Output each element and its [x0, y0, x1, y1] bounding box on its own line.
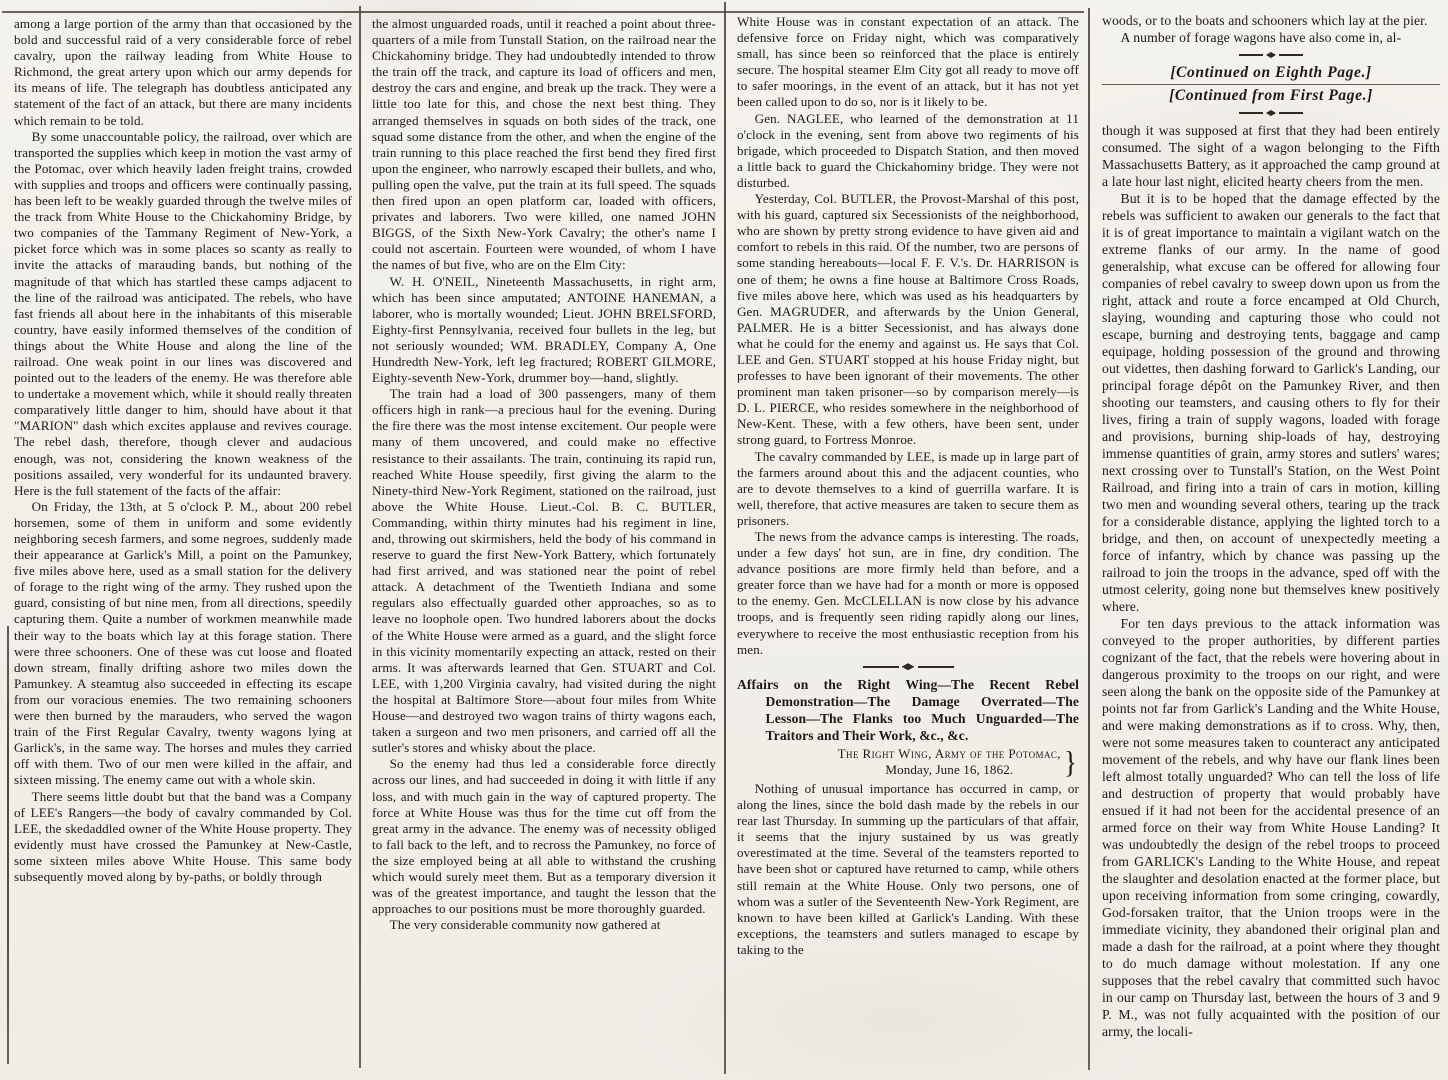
column-4 — [1102, 12, 1440, 1074]
ornament-bar — [1279, 112, 1303, 114]
dateline-brace: } — [1063, 744, 1077, 780]
paragraph: The cavalry commanded by LEE, is made up in large part of the farmers around about this and the adjacent counties, who are to devote themselves to a kind of guerrilla warfare. It is well, therefore, that active measures are taken to secure them as prisoners. — [737, 448, 1079, 528]
paragraph: woods, or to the boats and schooners which lay at the pier. — [1102, 13, 1428, 28]
article-headline: Affairs on the Right Wing—The Recent Rebel Demonstration—The Damage Overrated—The Lesson—The Flanks too Much Unguarded—The Traitors and Their Work, &c., &c. — [737, 676, 1079, 743]
continued-notice: [Continued on Eighth Page.] — [1170, 64, 1372, 81]
dateline-lines — [838, 746, 1061, 778]
horizontal-rule — [1102, 84, 1440, 85]
top-rule — [2, 11, 1084, 13]
column-divider-rule-2 — [724, 2, 726, 1074]
column-3 — [737, 14, 1079, 1074]
paragraph: the almost unguarded roads, until it reached a point about three-quarters of a mile from Tunstall Station, on the railroad near the Chickahominy bridge. They had undoubtedly intended to throw the train off the track, and capture its load of officers and men, destroy the cars and engine, and break up the track. They were a little too late for this, and chose the next best thing. They arranged themselves in squads on both sides of the track, one squad some distance from the other, and when the engine of the train running to this place reached the first bend they fired first upon the engineer, who narrowly escaped their bullets, and who, pulling open the valve, put the train at its full speed. The squads then fired upon an open platform car, loaded with officers, privates and laborers. Two were killed, one named JOHN BIGGS, of the Sixth New-York Cavalry; the other's name I could not ascertain. Fourteen were wounded, of whom I have the names of but five, who are on the Elm City: — [372, 16, 716, 273]
paragraph: among a large portion of the army than that occasioned by the bold and successful raid of a very considerable force of rebel cavalry, upon the railway leading from White House to Richmond, the great artery upon which our army depends for its means of life. The telegraph has doubtless anticipated any statement of the fact of an attack, but there are many incidents which remain to be told. — [14, 16, 352, 128]
ornament-bar — [1239, 112, 1263, 114]
dateline-date: Monday, June 16, 1862. — [885, 761, 1014, 777]
ornament-bar — [1279, 54, 1303, 56]
paragraph: But it is to be hoped that the damage effected by the rebels was sufficient to awaken our generals to the fact that it is of great importance to maintain a vigilant watch on the extreme flanks of our army. In the name of good generalship, what excuse can be offered for allowing four companies of rebel cavalry to sweep down upon us from the right, attack and route a force encamped at Old Church, slaying, wounding and capturing those who could not escape, burning and destroying tents, baggage and camp equipage, holding possession of the ground and throwing out videttes, then dashing forward to Garlick's Landing, our principal forage dépôt on the Pamunkey River, and then shooting our teamsters, and causing others to fly for their lives, firing a train of supply wagons, loaded with forage and provisions, burning ship-loads of hay, destroying immense quantities of grain, army stores and sutlers' wares; next crossing over to Tunstall's Station, on the West Point Railroad, and firing into a train of cars in motion, killing two men and wounding several others, tearing up the track for a considerable distance, applying the lighted torch to a bridge, and then, on account of unexpectedly meeting a force of infantry, which by chance was passing up the railroad to join the troops in the advance, sped off with the utmost celerity, going none but themselves knew positively where. — [1102, 191, 1440, 614]
ornament-bar — [863, 666, 899, 668]
paragraph: A number of forage wagons have also come in, al- — [1120, 30, 1402, 45]
paragraph: The very considerable community now gathered at — [389, 917, 661, 933]
dateline — [737, 746, 1077, 778]
column-1 — [14, 16, 352, 1072]
ornament-bar — [918, 666, 954, 668]
paragraph: White House was in constant expectation of an attack. The defensive force on Friday night, which was comparatively small, has since been so reinforced that the place is entirely secure. The hospital steamer Elm City got all ready to move off to safer moorings, in the event of an attack, but it has not yet been called upon to do so, nor is it likely to be. — [737, 14, 1079, 110]
paragraph: Nothing of unusual importance has occurred in camp, or along the lines, since the bold dash made by the rebels in our rear last Thursday. In summing up the particulars of that affair, it seems that the injury sustained by us was greatly overestimated at the time. Several of the teamsters reported to have been shot or captured have returned to camp, while others still remain at the White House. Only two persons, one of whom was a sutler of the Seventeenth New-York Regiment, are known to have been killed at Garlick's Landing. With these exceptions, the teamsters and sutlers managed to escape by taking to the — [737, 780, 1079, 957]
paragraph: Gen. NAGLEE, who learned of the demonstration at 11 o'clock in the evening, sent from above two regiments of his brigade, which proceeded to Dispatch Station, and then moved a little back to guard the Chickahominy bridge. They were not disturbed. — [737, 110, 1079, 190]
paragraph: By some unaccountable policy, the railroad, over which are transported the supplies which keep in motion the vast army of the Potomac, over which heavily laden freight trains, crowded with supplies and troops and officers were continually passing, has been left to be weakly guarded through the twelve miles of the track from White House to the Chickahominy Bridge, by two companies of the Tammany Regiment of New-York, a picket force which was in some places so scanty as really to invite the attacks of marauding bands, but nothing of the magnitude of that which has startled these camps adjacent to the line of the railroad was anticipated. The rebels, who have fast friends all about here in the inhabitants of this miserable country, have easily informed themselves of the condition of things about the White House and along the line of the railroad. One weak point in our lines was discovered and pointed out to the leaders of the enemy. He was therefore able to undertake a movement which, while it should really threaten comparatively little danger to him, should have about it that "MARION" dash which excites applause and revives courage. The rebel dash, therefore, though clever and audacious enough, was not, considering the known weakness of the positions assailed, very wonderful for its undaunted bravery. Here is the full statement of the facts of the affair: — [14, 128, 352, 498]
paragraph: W. H. O'NEIL, Nineteenth Massachusetts, in right arm, which has been since amputated; ANTOINE HANEMAN, a laborer, who is mortally wounded; Lieut. JOHN BRELSFORD, Eighty-first Pennsylvania, received four bullets in the leg, but not seriously wounded; WM. BRADLEY, Company A, One Hundredth New-York, left leg fractured; ROBERT GILMORE, Eighty-seventh New-York, drummer boy—hand, slightly. — [372, 273, 716, 386]
ornament-diamond — [1266, 110, 1276, 116]
divider-ornament — [737, 662, 1079, 672]
ornament-diamond — [1266, 52, 1276, 58]
ornament-diamond — [902, 663, 915, 670]
paragraph: On Friday, the 13th, at 5 o'clock P. M., about 200 rebel horsemen, some of them in uniform and some evidently neighboring secesh farmers, and some negroes, suddenly made their appearance at Garlick's Mill, a point on the Pamunkey, five miles above here, used as a small station for the delivery of forage to the right wing of the army. They rushed upon the guard, consisting of but nine men, from all directions, speedily capturing them. Quite a number of workmen meanwhile made their way to the boats which lay at this forage station. There were three schooners. One of these was cut loose and floated down stream, finally drifting ashore two miles down the Pamunkey. A steamtug also succeeded in effecting its escape from our voracious enemies. The two remaining schooners were then burned by the marauders, who served the wagon train of the First Regular Cavalry, twenty wagons lying at Garlick's, in the same way. The horses and mules they carried off with them. Two of our men were killed in the affair, and sixteen missing. The enemy came out with a whole skin. — [14, 498, 352, 788]
left-column-rule — [7, 626, 9, 1064]
continued-notice: [Continued from First Page.] — [1169, 87, 1373, 104]
column-2 — [372, 16, 716, 1072]
dateline-place: The Right Wing, Army of the Potomac, — [837, 745, 1061, 761]
divider-ornament — [1102, 108, 1440, 118]
paragraph: Yesterday, Col. BUTLER, the Provost-Marshal of this post, with his guard, captured six Secessionists of the neighborhood, who are shown by pretty strong evidence to have given aid and comfort to rebels in this raid. Of the number, two are persons of some standing hereabouts—local F. F. V.'s. Dr. HARRISON is one of them; he owns a fine house at Baltimore Cross Roads, five miles above here, which was used as his headquarters by Gen. MAGRUDER, and afterwards by the Union General, PALMER. He is a bitter Secessionist, and has always done what he could for the enemy and against us. He says that Col. LEE and Gen. STUART stopped at his house Friday night, but professes to have been ignorant of their movements. The other prominent man taken prisoner—so by comparison merely—is D. L. PIERCE, who resides somewhere in the neighborhood of New-Kent. These, with a few others, have been sent, under strong guard, to Fortress Monroe. — [737, 191, 1079, 448]
paragraph: The news from the advance camps is interesting. The roads, under a few days' hot sun, are in fine, dry condition. The advance positions are more firmly held than before, and a greater force than we have had for a month or more is opposed to the enemy. Gen. McCLELLAN is now close by his advance troops, and is frequently seen riding rapidly along our lines, everywhere to receive the most enthusiastic reception from his men. — [737, 529, 1079, 657]
paragraph: There seems little doubt but that the band was a Company of LEE's Rangers—the body of cavalry commanded by Col. LEE, the skedaddled owner of the White House property. They evidently must have crossed the Pamunkey at New-Castle, some sixteen miles above White House. This same body subsequently moved along by by-paths, or boldly through — [14, 788, 352, 884]
paragraph: For ten days previous to the attack information was conveyed to the proper authorities, by different parties cognizant of the fact, that the rebels were hovering about in dangerous proximity to the troops on our right, and were seen along the bank on the opposite side of the Pamunkey at points not far from Garlick's Landing and the White House, and were making demonstrations as if to cross. Why, then, were not some measures taken to counteract any anticipated movement of the rebels, and why have our flank lines been left almost totally unguarded? Who can tell the loss of life and destruction of property that would probably have ensued if it had not been for the accidental presence of an armed force on their way from White House Landing? It was undoubtedly the design of the rebel troops to proceed from GARLICK's Landing to the White House, and repeat the slaughter and desolation enacted at the former place, but upon receiving information from some cringing, cowardly, God-forsaken traitor, that the Union troops were in the immediate vicinity, they abandoned their original plan and made a dash for the railroad, at a point where they thought to do much damage without molestation. If any one supposes that the rebel cavalry that committed such havoc in our camp on Thursday last, between the hours of 3 and 9 P. M., was not fully acquainted with the position of our army, the locali- — [1102, 616, 1440, 1039]
ornament-bar — [1239, 54, 1263, 56]
paragraph: So the enemy had thus led a considerable force directly across our lines, and had succeeded in doing it with little if any loss, and with much gain in the way of captured property. The force at White House was thus for the time cut off from the great army in the advance. The enemy was of necessity obliged to fall back to the left, and to recross the Pamunkey, no force of the size employed being at all able to withstand the crushing which would surely meet them. But as a temporary diversion it was of the greatest importance, and taught the lesson that the approaches to our positions must be more thoroughly guarded. — [372, 756, 716, 917]
column-divider-rule-1 — [359, 6, 361, 1068]
paragraph: though it was supposed at first that they had been entirely consumed. The sight of a wagon belonging to the Fifth Massachusetts Battery, as it approached the camp ground at a late hour last night, elicited hearty cheers from the men. — [1102, 123, 1440, 189]
paragraph: The train had a load of 300 passengers, many of them officers high in rank—a precious haul for the evening. During the fire there was the most intense excitement. Our people were many of them uncovered, and could make no effective resistance to their assailants. The train, continuing its rapid run, reached White House speedily, first giving the alarm to the Ninety-third New-York Regiment, stationed on the railroad, just above the White House. Lieut.-Col. B. C. BUTLER, Commanding, within thirty minutes had his regiment in line, and, throwing out skirmishers, held the body of his command in reserve to guard the first New-York Battery, which fortunately had first arrived, and was stationed near the point of rebel attack. A detachment of the Twentieth Indiana and some regulars also effectually guarded other approaches, so as to leave no loophole open. Two hundred laborers about the docks of the White House were armed as a guard, and the slight force in this vicinity momentarily expecting an attack, rested on their arms. It was afterwards learned that Gen. STUART and Col. LEE, with 1,200 Virginia cavalry, had visited during the night the hospital at Baltimore Store—about four miles from White House—and destroyed two wagon trains of thirty wagons each, taken a surgeon and two men prisoners, and carried off all the sutler's stores and whisky about the place. — [372, 386, 716, 756]
column-divider-rule-3 — [1088, 8, 1090, 1070]
divider-ornament — [1102, 50, 1440, 60]
